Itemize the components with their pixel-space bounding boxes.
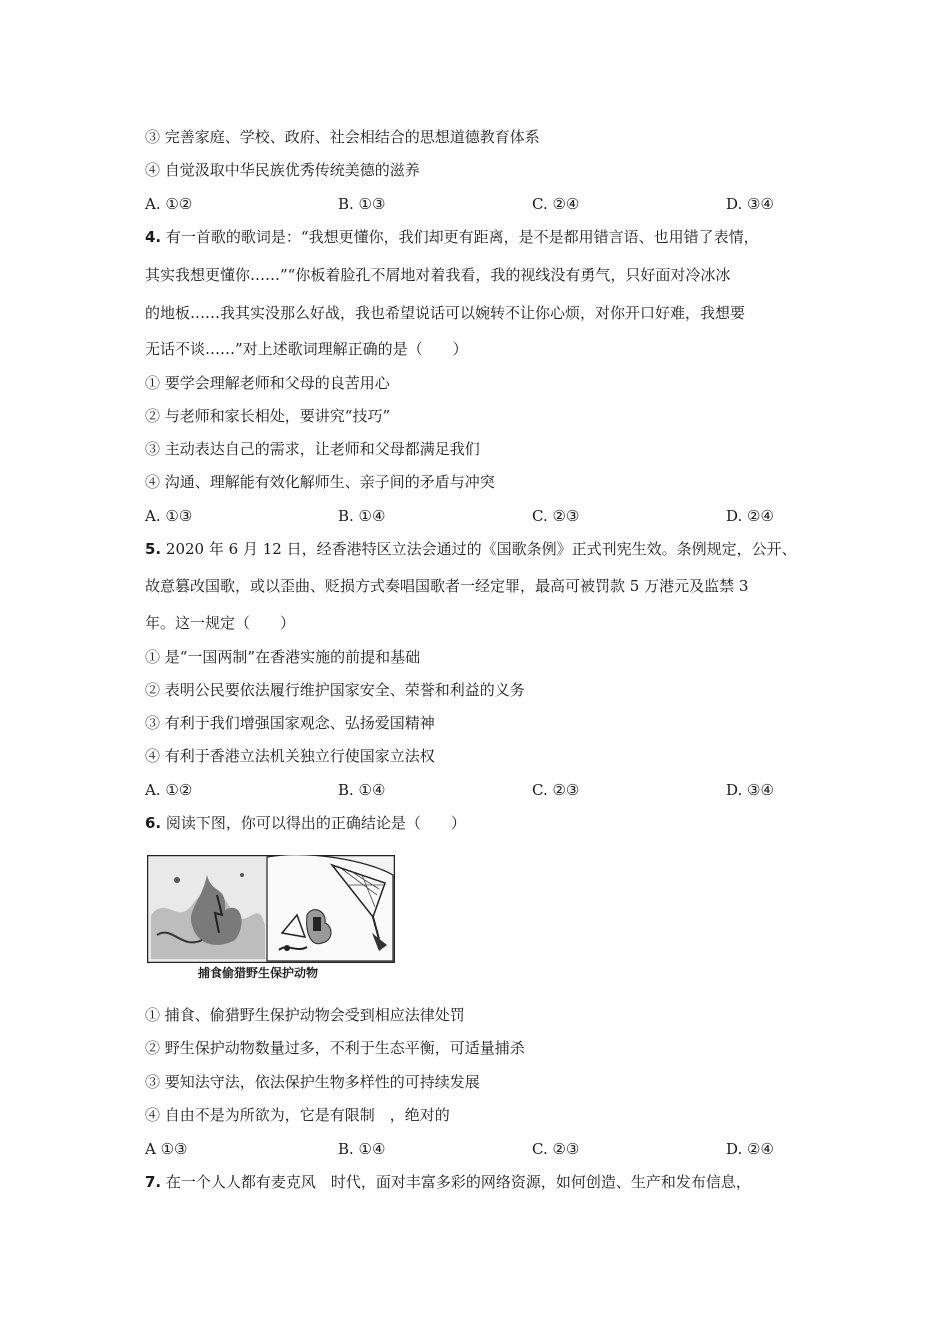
q4-item-1: ① 要学会理解老师和父母的良苦用心 [145, 374, 390, 392]
q4-option-a[interactable]: A. ①③ [145, 507, 193, 525]
q6-stem-line-1 [145, 813, 466, 833]
poaching-cartoon-drawing [147, 855, 395, 963]
q6-option-d[interactable]: D. ②④ [726, 1140, 774, 1158]
q5-option-a[interactable]: A. ①② [145, 781, 193, 799]
q6-option-b[interactable]: B. ①④ [338, 1140, 386, 1158]
q3-option-b[interactable]: B. ①③ [338, 195, 386, 213]
q4-stem-line-3: 的地板……我其实没那么好战，我也希望说话可以婉转不让你心烦，对你开口好难，我想要 [145, 304, 746, 322]
figure-caption: 捕食偷猎野生保护动物 [198, 966, 319, 980]
q5-item-1: ① 是“一国两制”在香港实施的前提和基础 [145, 648, 421, 666]
q3-option-a[interactable]: A. ①② [145, 195, 193, 213]
q4-item-3: ③ 主动表达自己的需求，让老师和父母都满足我们 [145, 440, 480, 458]
q4-option-b[interactable]: B. ①④ [338, 507, 386, 525]
q4-option-c[interactable]: C. ②③ [532, 507, 580, 525]
q6-stem-text-1: 阅读下图，你可以得出的正确结论是（ ） [165, 814, 466, 832]
q6-option-c[interactable]: C. ②③ [532, 1140, 580, 1158]
q3-item-4: ④ 自觉汲取中华民族优秀传统美德的滋养 [145, 161, 420, 179]
q5-item-4: ④ 有利于香港立法机关独立行使国家立法权 [145, 747, 435, 765]
q6-option-a[interactable]: A ①③ [145, 1140, 188, 1158]
q3-item-3: ③ 完善家庭、学校、政府、社会相结合的思想道德教育体系 [145, 128, 540, 146]
q5-stem-text-1: 2020 年 6 月 12 日，经香港特区立法会通过的《国歌条例》正式刊宪生效。条例规定，公开、 [165, 540, 797, 558]
q6-item-3: ③ 要知法守法，依法保护生物多样性的可持续发展 [145, 1073, 480, 1091]
q4-number: 4. [145, 228, 162, 246]
q5-option-d[interactable]: D. ③④ [726, 781, 774, 799]
q7-stem-line-1 [145, 1172, 751, 1192]
q5-option-b[interactable]: B. ①④ [338, 781, 386, 799]
q4-item-4: ④ 沟通、理解能有效化解师生、亲子间的矛盾与冲突 [145, 473, 495, 491]
q4-item-2: ② 与老师和家长相处，要讲究“技巧” [145, 407, 391, 425]
q6-item-2: ② 野生保护动物数量过多，不利于生态平衡，可适量捕杀 [145, 1039, 525, 1057]
q4-stem-text-1: 有一首歌的歌词是：“我想更懂你，我们却更有距离，是不是都用错言语、也用错了表情， [165, 228, 759, 246]
q5-stem-line-1 [145, 539, 797, 559]
q7-stem-text-1: 在一个人人都有麦克风 时代，面对丰富多彩的网络资源，如何创造、生产和发布信息， [165, 1173, 751, 1191]
q5-option-c[interactable]: C. ②③ [532, 781, 580, 799]
q4-option-d[interactable]: D. ②④ [726, 507, 774, 525]
q5-stem-line-3: 年。这一规定（ ） [145, 614, 296, 632]
q6-number: 6. [145, 814, 162, 832]
q5-stem-line-2: 故意篡改国歌，或以歪曲、贬损方式奏唱国歌者一经定罪，最高可被罚款 5 万港元及监禁 3 [145, 577, 749, 595]
q3-option-d[interactable]: D. ③④ [726, 195, 774, 213]
q5-number: 5. [145, 540, 162, 558]
q3-option-c[interactable]: C. ②④ [532, 195, 580, 213]
q4-stem-line-1 [145, 227, 759, 247]
q6-item-4: ④ 自由不是为所欲为，它是有限制 ，绝对的 [145, 1106, 450, 1124]
q5-item-3: ③ 有利于我们增强国家观念、弘扬爱国精神 [145, 714, 435, 732]
q6-item-1: ① 捕食、偷猎野生保护动物会受到相应法律处罚 [145, 1006, 465, 1024]
q4-stem-line-4: 无话不谈……”对上述歌词理解正确的是（ ） [145, 340, 468, 358]
q5-item-2: ② 表明公民要依法履行维护国家安全、荣誉和利益的义务 [145, 681, 525, 699]
q4-stem-line-2: 其实我想更懂你……”“你板着脸孔不屑地对着我看，我的视线没有勇气，只好面对冷冰冰 [145, 266, 731, 284]
q7-number: 7. [145, 1173, 162, 1191]
